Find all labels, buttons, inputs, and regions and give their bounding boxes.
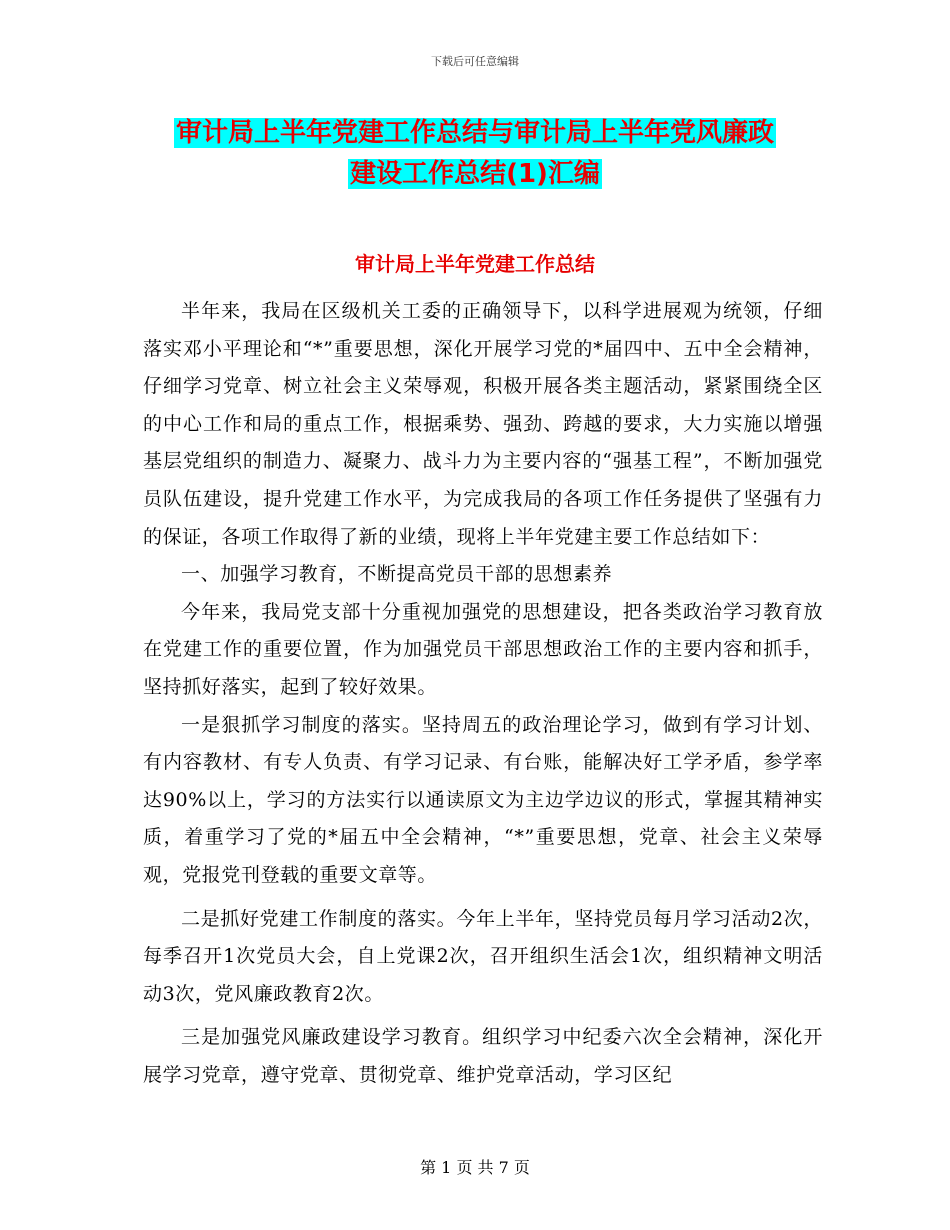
header-note: 下载后可任意编辑 bbox=[431, 55, 519, 68]
paragraph-party-system: 二是抓好党建工作制度的落实。今年上半年，坚持党员每月学习活动2次，每季召开1次党员大会，自上党课2次，召开组织生活会1次，组织精神文明活动3次，党风廉政教育2次。 bbox=[143, 907, 823, 1005]
paragraph-anti-corruption: 三是加强党风廉政建设学习教育。组织学习中纪委六次全会精神，深化开展学习党章，遵守党章、贯彻党章、维护党章活动，学习区纪 bbox=[143, 1026, 823, 1086]
paragraph-study-overview: 今年来，我局党支部十分重视加强党的思想建设，把各类政治学习教育放在党建工作的重要位置，作为加强党员干部思想政治工作的主要内容和抓手，坚持抓好落实，起到了较好效果。 bbox=[143, 600, 823, 698]
body-content bbox=[143, 293, 823, 1094]
paragraph-intro: 半年来，我局在区级机关工委的正确领导下，以科学进展观为统领，仔细落实邓小平理论和“*”重要思想，深化开展学习党的*届四中、五中全会精神，仔细学习党章、树立社会主义荣辱观，积极开展各类主题活动，紧紧围绕全区的中心工作和局的重点工作，根据乘势、强劲、跨越的要求，大力实施以增强基层党组织的制造力、凝聚力、战斗力为主要内容的“强基工程”，不断加强党员队伍建设，提升党建工作水平，为完成我局的各项工作任务提供了坚强有力的保证，各项工作取得了新的业绩，现将上半年党建主要工作总结如下： bbox=[143, 300, 823, 548]
section-title: 审计局上半年党建工作总结 bbox=[355, 252, 595, 276]
page-number: 第 1 页 共 7 页 bbox=[420, 1158, 530, 1177]
paragraph-heading-1: 一、加强学习教育，不断提高党员干部的思想素养 bbox=[181, 563, 613, 586]
document-title-line-1 bbox=[0, 112, 950, 154]
paragraph-study-system: 一是狠抓学习制度的落实。坚持周五的政治理论学习，做到有学习计划、有内容教材、有专人负责、有学习记录、有台账，能解决好工学矛盾，参学率达90%以上，学习的方法实行以通读原文为主边学边议的形式，掌握其精神实质，着重学习了党的*届五中全会精神，“*”重要思想，党章、社会主义荣辱观，党报党刊登载的重要文章等。 bbox=[143, 713, 823, 886]
document-title-line-1-text: 审计局上半年党建工作总结与审计局上半年党风廉政 bbox=[175, 118, 774, 148]
document-title-line-2-text: 建设工作总结(1)汇编 bbox=[350, 159, 600, 189]
document-title-line-2 bbox=[0, 153, 950, 195]
